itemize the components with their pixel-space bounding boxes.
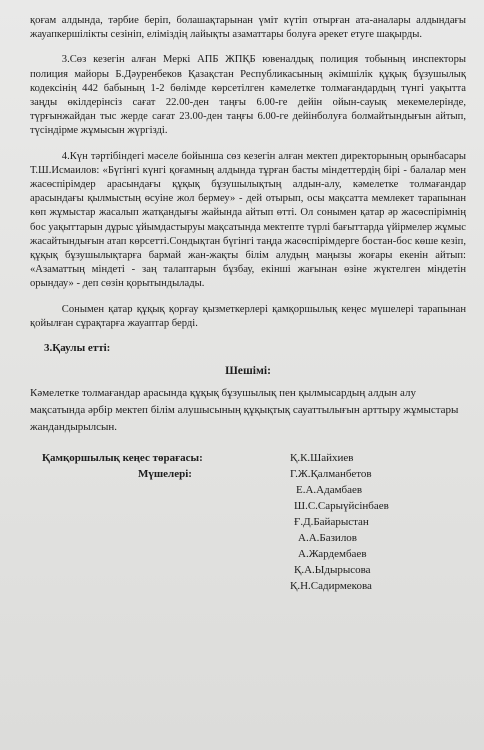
signature-labels bbox=[30, 450, 290, 594]
signatory-name: Е.А.Адамбаев bbox=[296, 484, 363, 497]
signatory-name: Қ.Н.Садирмекова bbox=[290, 580, 372, 593]
paragraph-1: қоғам алдында, тәрбие беріп, болашақтарынан үміт күтіп отырған ата-аналары алдындағы жауапкершілікты сезініп, еліміздің лайықты азаматтары болуға әрекет етуге шақырды. bbox=[30, 15, 466, 41]
signatory-name: А.Жардембаев bbox=[298, 548, 367, 561]
signatory-name: Ш.С.Сарыүйсінбаев bbox=[294, 500, 389, 513]
decision-text: Кәмелетке толмағандар арасында құқық бұзушылық пен қылмысардың алдын алу мақсатында әрбір мектеп білім алушысының құқықтық сауаттылығын арттыру жұмыстары жандандырылсын. bbox=[30, 387, 459, 434]
signature-names bbox=[290, 450, 389, 594]
members-label: Мүшелері: bbox=[138, 468, 192, 481]
signatory-name: Г.Ж.Қалманбетов bbox=[290, 468, 372, 481]
paragraph-3: 4.Күн тәртібіндегі мәселе бойынша сөз кезегін алған мектеп директорының орынбасары Т.Ш.Исмаилов: «Бүгінгі күнгі қоғамның алдында тұрған басты міндеттердің бірі - балалар мен жасөспірімдер арасындағы құқық бұзушылықтың алдын-алу, кәмелетке толмағандар арасындағы қылмыстың өсуіне жол бермеу» - дей отырып, осы мақсатта мемлекет тарапынан көп жұмыстар жасалып жатқандығы жайында айтып өтті. Ол сонымен қатар әр жасөспірімнің бос уақыттарын дұрыс ұйымдастыруы мақсатында мектепте түрлі бағыттарда үйірмелер жұмыс жасайтындығын атап көрсетті.Сондықтан бүгінгі таңда жасөспірімдерге бостан-бос көше кезіп, құқық бұзушылықтарға бармай жан-жақты білім алудың маңызы жоғары екенін айтып: «Азаматтың міндеті - заң талаптарын бұзбау, екінші жағынан өзіне жүктелген міндетін орындау» - деп сөзін қорытындылады. bbox=[30, 150, 466, 290]
signatory-name: Қ.К.Шайхиев bbox=[290, 452, 354, 465]
signature-block bbox=[30, 450, 466, 594]
decision-title: Шешімі: bbox=[225, 364, 271, 378]
chair-label: Қамқоршылық кеңес төрағасы: bbox=[42, 452, 203, 465]
signatory-name: А.А.Базилов bbox=[298, 532, 358, 545]
paragraph-2: 3.Сөз кезегін алған Меркі АПБ ЖПҚБ ювеналдық полиция тобының инспекторы полиция майоры Б.Дәуренбеков Қазақстан Республикасының әкімшілік құқық бұзушылық кодексінің 442 бабының 1-2 бөлімде көрсетілген кәмелетке толмағандардың түнгі уақытта заңды өкілдерінсіз сағат 22.00-ден таңғы 6.00-ге дейін ойын-сауық мекемелерінде, түрғынжайдан тыс жерде сағат 23.00-ден таңғы 6.00-ге дейінболуға болмайтындығын айтып, түсіндірме жұмысын жүргізді. bbox=[30, 54, 466, 137]
paragraph-4: Сонымен қатар құқық қорғау қызметкерлері қамқоршылық кеңес мүшелері тарапынан қойылған сұрақтарға жауаптар берді. bbox=[30, 303, 466, 329]
signatory-name: Қ.А.Ыдырысова bbox=[294, 564, 371, 577]
signatory-name: Ғ.Д.Байарыстан bbox=[294, 516, 369, 529]
resolved-heading: 3.Қаулы етті: bbox=[44, 342, 111, 355]
